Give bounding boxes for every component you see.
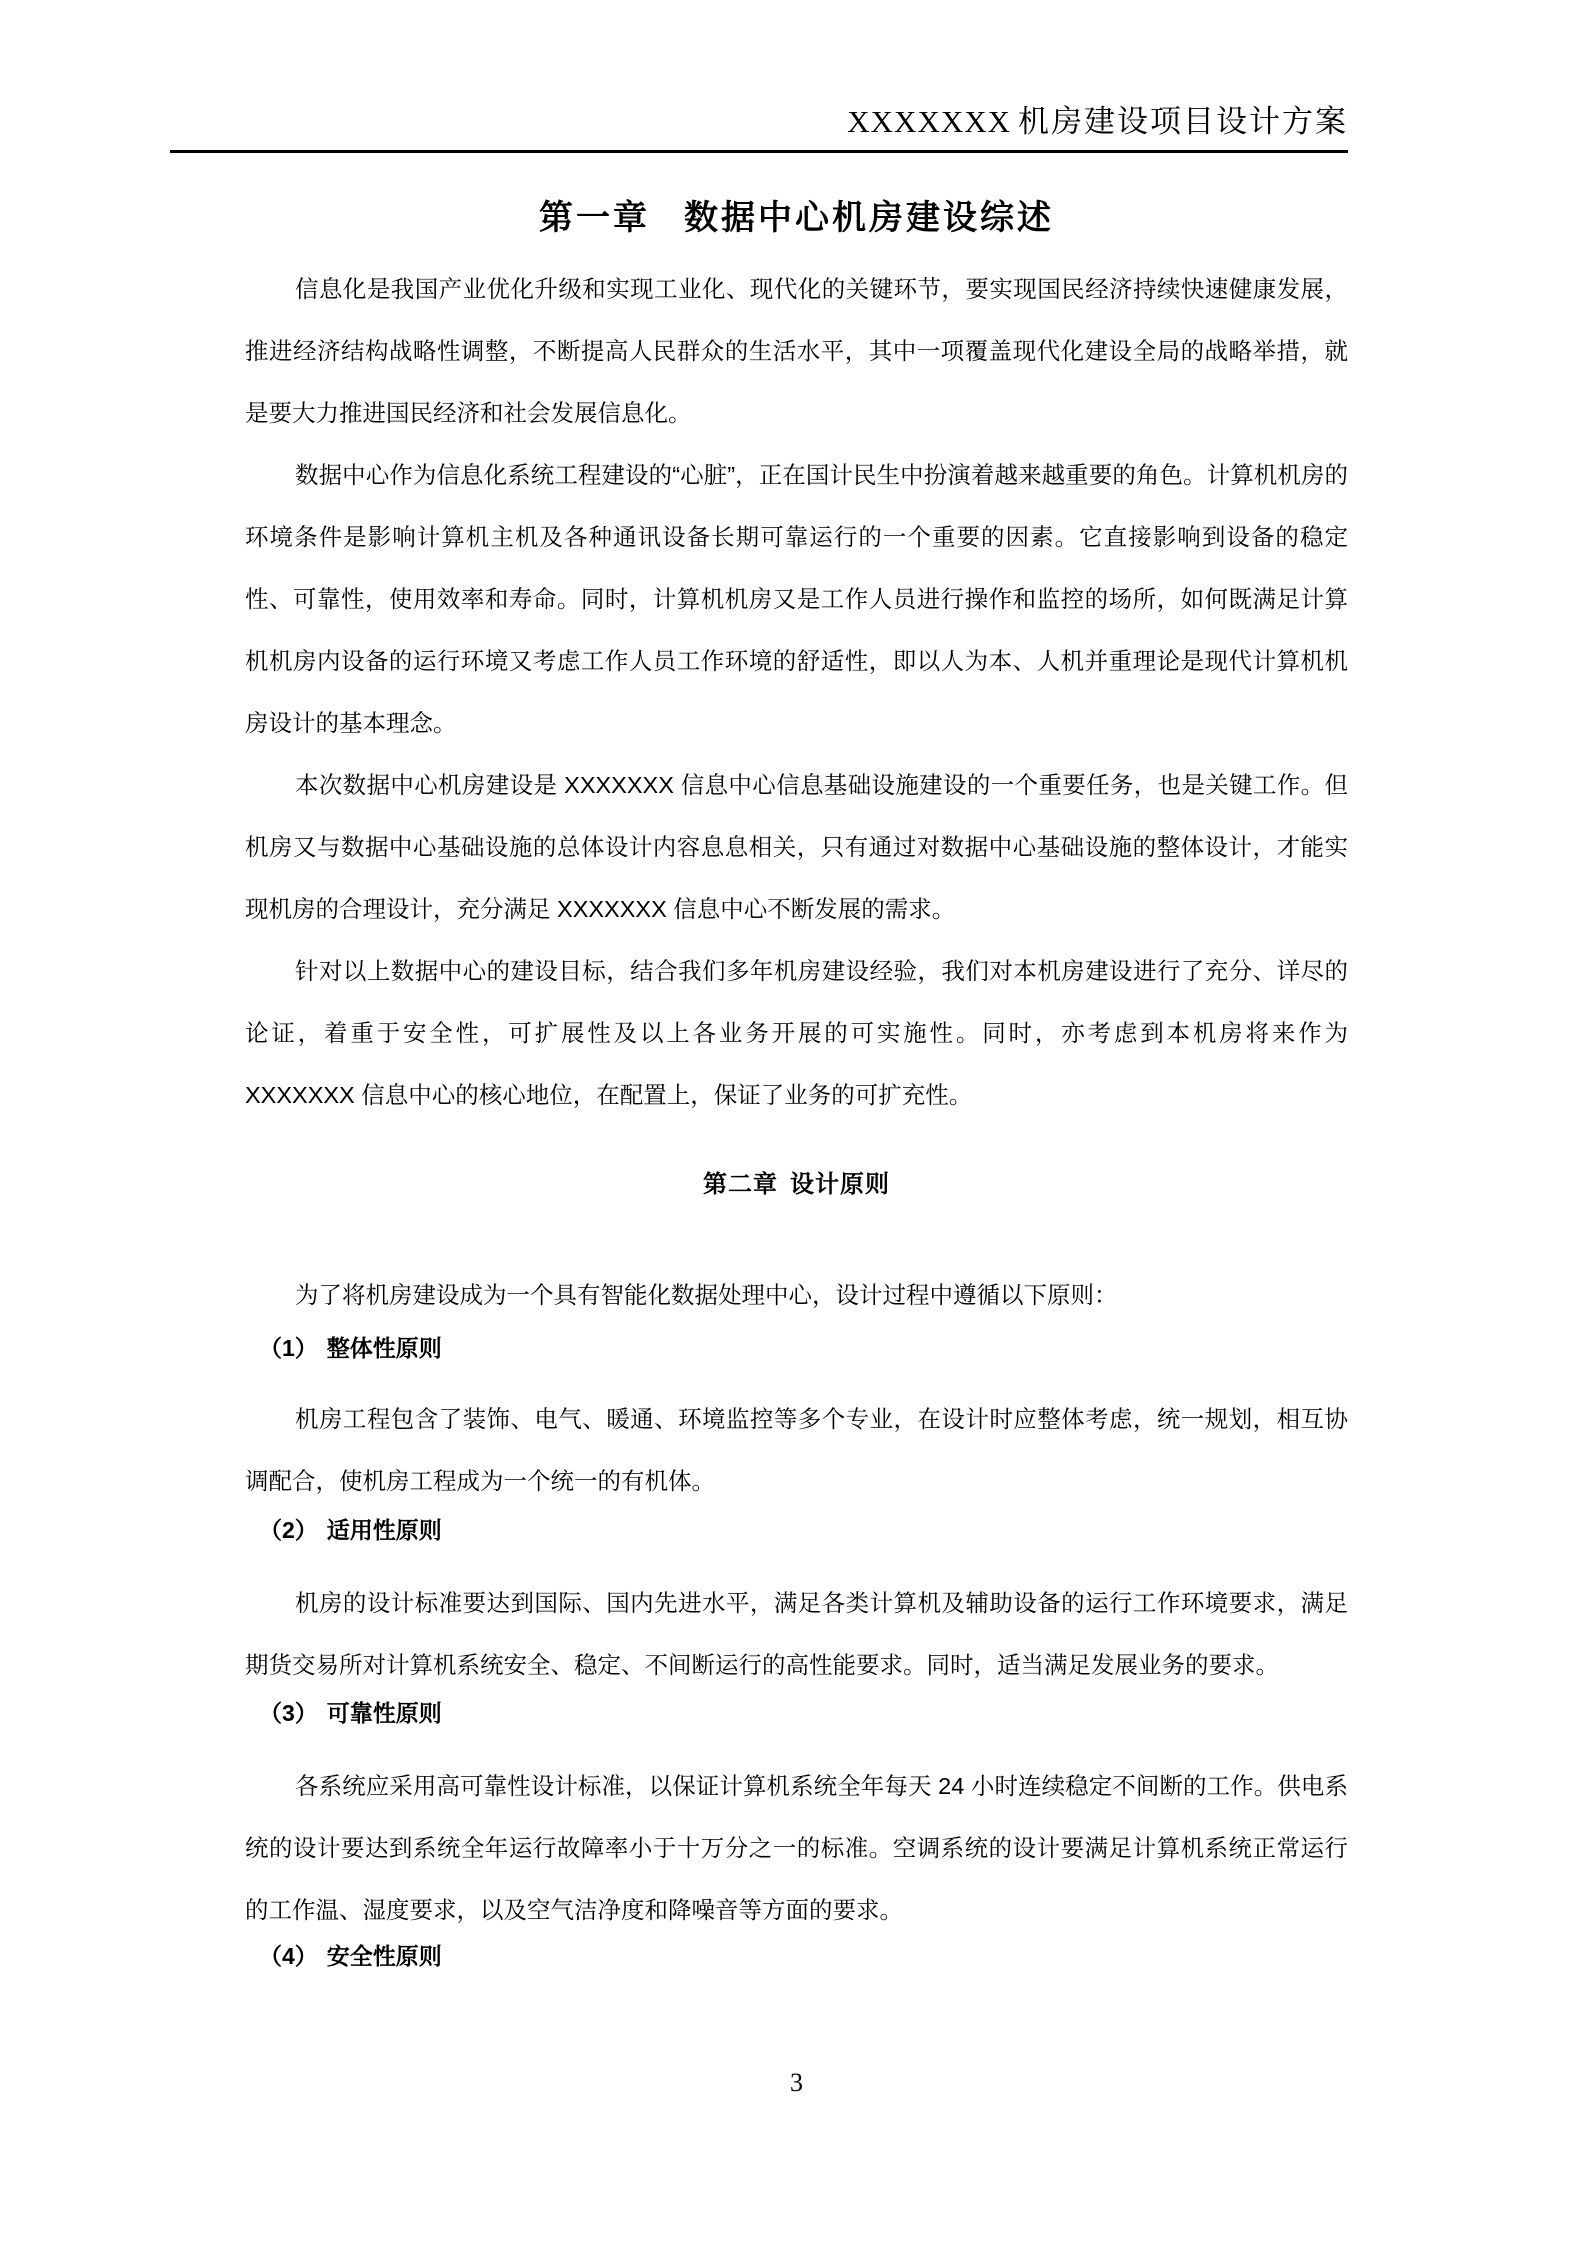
principle-1-body: 机房工程包含了装饰、电气、暖通、环境监控等多个专业，在设计时应整体考虑，统一规划，相互协调配合，使机房工程成为一个统一的有机体。 bbox=[245, 1406, 1348, 1494]
chapter-2-number: 第二章 bbox=[703, 1171, 778, 1198]
chapter-2-title bbox=[245, 1164, 1348, 1199]
chapter-1-paragraph-3: 本次数据中心机房建设是 XXXXXXX 信息中心信息基础设施建设的一个重要任务，也是关键工作。但机房又与数据中心基础设施的总体设计内容息息相关，只有通过对数据中心基础设施的整体设计，才能实现机房的合理设计，充分满足 XXXXXXX 信息中心不断发展的需求。 bbox=[245, 772, 1348, 922]
principle-3-title: 可靠性原则 bbox=[326, 1700, 442, 1726]
header-company-placeholder: XXXXXXX bbox=[847, 104, 1011, 139]
header-title-cn: 机房建设项目设计方案 bbox=[1018, 104, 1348, 139]
principle-4-heading bbox=[259, 1938, 442, 1971]
chapter-1-paragraph-2: 数据中心作为信息化系统工程建设的“心脏”，正在国计民生中扮演着越来越重要的角色。计算机机房的环境条件是影响计算机主机及各种通讯设备长期可靠运行的一个重要的因素。它直接影响到设备的稳定性、可靠性，使用效率和寿命。同时，计算机机房又是工作人员进行操作和监控的场所，如何既满足计算机机房内设备的运行环境又考虑工作人员工作环境的舒适性，即以人为本、人机并重理论是现代计算机机房设计的基本理念。 bbox=[245, 462, 1348, 736]
chapter-1-number: 第一章 bbox=[539, 200, 650, 237]
principle-3-heading bbox=[259, 1695, 442, 1728]
principle-4-number: （4） bbox=[259, 1943, 318, 1969]
page-number: 3 bbox=[790, 2068, 803, 2097]
principle-2-body: 机房的设计标准要达到国际、国内先进水平，满足各类计算机及辅助设备的运行工作环境要求，满足期货交易所对计算机系统安全、稳定、不间断运行的高性能要求。同时，适当满足发展业务的要求。 bbox=[245, 1590, 1348, 1678]
principle-3-body: 各系统应采用高可靠性设计标准，以保证计算机系统全年每天 24 小时连续稳定不间断的工作。供电系统的设计要达到系统全年运行故障率小于十万分之一的标准。空调系统的设计要满足计算机系统正常运行的工作温、湿度要求，以及空气洁净度和降噪音等方面的要求。 bbox=[245, 1773, 1348, 1923]
principle-2-heading bbox=[259, 1512, 442, 1545]
principle-2-title: 适用性原则 bbox=[326, 1517, 442, 1543]
chapter-1-title bbox=[245, 190, 1348, 239]
principle-1-number: （1） bbox=[259, 1335, 318, 1361]
page-content-area bbox=[245, 0, 1348, 2245]
chapter-1-title-text: 数据中心机房建设综述 bbox=[684, 200, 1054, 237]
chapter-1-paragraph-1: 信息化是我国产业优化升级和实现工业化、现代化的关键环节，要实现国民经济持续快速健康发展，推进经济结构战略性调整，不断提高人民群众的生活水平，其中一项覆盖现代化建设全局的战略举措，就是要大力推进国民经济和社会发展信息化。 bbox=[245, 276, 1348, 426]
principle-1-title: 整体性原则 bbox=[326, 1335, 442, 1361]
principle-3-number: （3） bbox=[259, 1700, 318, 1726]
chapter-1-paragraph-4: 针对以上数据中心的建设目标，结合我们多年机房建设经验，我们对本机房建设进行了充分、详尽的论证，着重于安全性，可扩展性及以上各业务开展的可实施性。同时，亦考虑到本机房将来作为 XXXXXXX 信息中心的核心地位，在配置上，保证了业务的可扩充性。 bbox=[245, 958, 1348, 1108]
running-header bbox=[170, 100, 1348, 153]
principle-4-title: 安全性原则 bbox=[326, 1943, 442, 1969]
chapter-2-title-text: 设计原则 bbox=[790, 1171, 890, 1198]
chapter-2-intro: 为了将机房建设成为一个具有智能化数据处理中心，设计过程中遵循以下原则： bbox=[295, 1282, 1118, 1308]
principle-1-heading bbox=[259, 1330, 442, 1363]
principle-2-number: （2） bbox=[259, 1517, 318, 1543]
